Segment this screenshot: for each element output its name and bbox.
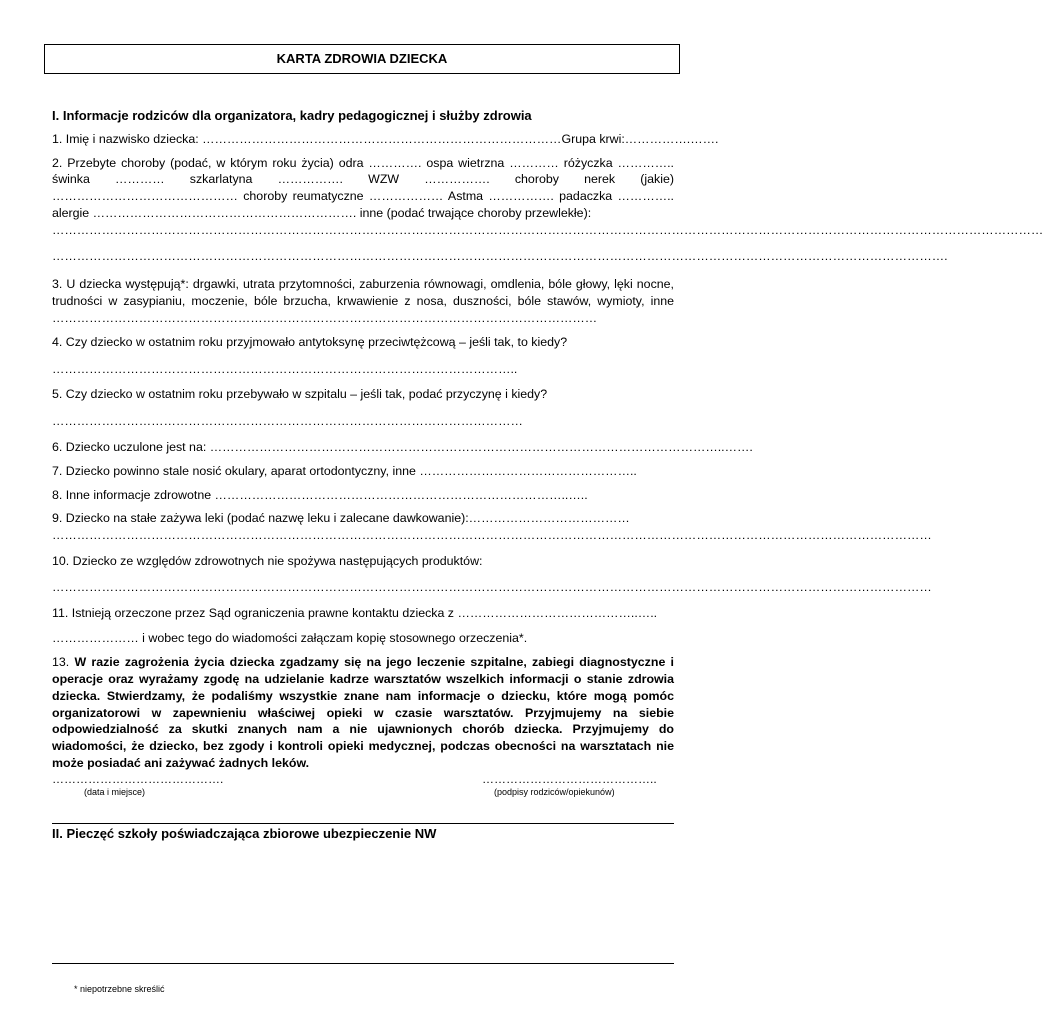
question-6: 6. Dziecko uczulone jest na: ……………………………………………………………………………………………………………..…….: [52, 439, 753, 454]
section-2-top-divider: [52, 823, 674, 824]
question-1: 1. Imię i nazwisko dziecka: ……………………………………………………………………………Grupa krwi:…………….…….: [52, 131, 719, 146]
question-11: 11. Istnieją orzeczone przez Sąd ograniczenia prawne kontaktu dziecka z ……………………………………..…..: [52, 605, 658, 620]
form-title: KARTA ZDROWIA DZIECKA: [44, 44, 680, 74]
question-2: [52, 155, 1043, 265]
section-2-bottom-divider: [52, 963, 674, 964]
question-2-line-1: ……………………………………………………………………………………………………………………………………………………………………………………………………………………: [52, 222, 1043, 237]
question-3: 3. U dziecka występują*: drgawki, utrata przytomności, zaburzenia równowagi, omdlenia, bóle głowy, lęki nocne, trudności w zasypianiu, moczenie, bóle brzucha, krwawienie z nosa, duszności, bóle stawów, wymioty, inne ……………………………………………………………………………………………………………………: [52, 277, 674, 325]
question-9: 9. Dziecko na stałe zażywa leki (podać nazwę leku i zalecane dawkowanie):…………………………………: [52, 511, 630, 526]
parent-signature-dots: ……………………………………..: [482, 772, 657, 786]
question-2-text: 2. Przebyte choroby (podać, w którym roku życia) odra …………. ospa wietrzna ………… różyczka ………….. świnka ………… szkarlatyna ……………. WZW ……………. choroby nerek (jakie) ……………………………………… choroby reumatyczne ……………… Astma ……………. padaczka ………….. alergie ………………………………………………………. inne (podać trwające choroby przewlekłe):: [52, 155, 674, 220]
date-place-caption: (data i miejsce): [84, 787, 146, 797]
question-13-consent-text: W razie zagrożenia życia dziecka zgadzamy się na jego leczenie szpitalne, zabiegi diagnostyczne i operacje oraz wyrażamy zgodę na udzielanie kadrze warsztatów wszelkich informacji o stanie zdrowia dziecka. Stwierdzamy, że podaliśmy wszystkie znane nam informacje o dziecku, które mogą pomóc organizatorowi w zapewnieniu właściwej opieki w czasie warsztatów. Przyjmujemy na siebie odpowiedzialność za skutki znanych nam a nie ujawnionych chorób dziecka. Przyjmujemy do wiadomości, że dziecko, bez zgody i kontroli opieki medycznej, podczas obecności na warsztatach nie może posiadać ani zażywać żadnych leków.: [52, 655, 674, 770]
question-4-line: …………………………………………………………………………………………………..: [52, 361, 518, 376]
question-5-line: ……………………………………………………………………………………………………: [52, 414, 523, 429]
date-place-field: [52, 772, 232, 797]
section-1-heading: I. Informacje rodziców dla organizatora, kadry pedagogicznej i służby zdrowia: [52, 108, 532, 123]
question-10-line: ……………………………………………………………………………………………………………………………………………………………………………………………: [52, 579, 932, 594]
question-8: 8. Inne informacje zdrowotne …………………………………………………………………………..…..: [52, 487, 588, 502]
section-2-heading: II. Pieczęć szkoły poświadczająca zbiorowe ubezpieczenie NW: [52, 826, 437, 841]
question-13: [52, 654, 674, 772]
question-4: 4. Czy dziecko w ostatnim roku przyjmowało antytoksynę przeciwtężcową – jeśli tak, to kiedy?: [52, 334, 568, 349]
question-2-line-2: ……………………………………………………………………………………………………………………………………………………………………………………………….: [52, 248, 948, 263]
question-10: 10. Dziecko ze względów zdrowotnych nie spożywa następujących produktów:: [52, 553, 483, 568]
question-9-line: ……………………………………………………………………………………………………………………………………………………………………………………………: [52, 528, 932, 543]
parent-signature-caption: (podpisy rodziców/opiekunów): [494, 787, 615, 797]
date-place-dots: …………………………………….: [52, 772, 224, 786]
question-11-continuation: ………………… i wobec tego do wiadomości załączam kopię stosownego orzeczenia*.: [52, 631, 528, 646]
parent-signature-field: [482, 772, 672, 797]
signature-row: [52, 772, 674, 802]
question-5: 5. Czy dziecko w ostatnim roku przebywało w szpitalu – jeśli tak, podać przyczynę i kiedy?: [52, 387, 548, 402]
question-7: 7. Dziecko powinno stale nosić okulary, aparat ortodontyczny, inne ……………………………………………..: [52, 463, 637, 478]
section-1: [52, 108, 1043, 779]
footnote: * niepotrzebne skreślić: [74, 984, 165, 994]
question-13-number: 13.: [52, 655, 70, 670]
